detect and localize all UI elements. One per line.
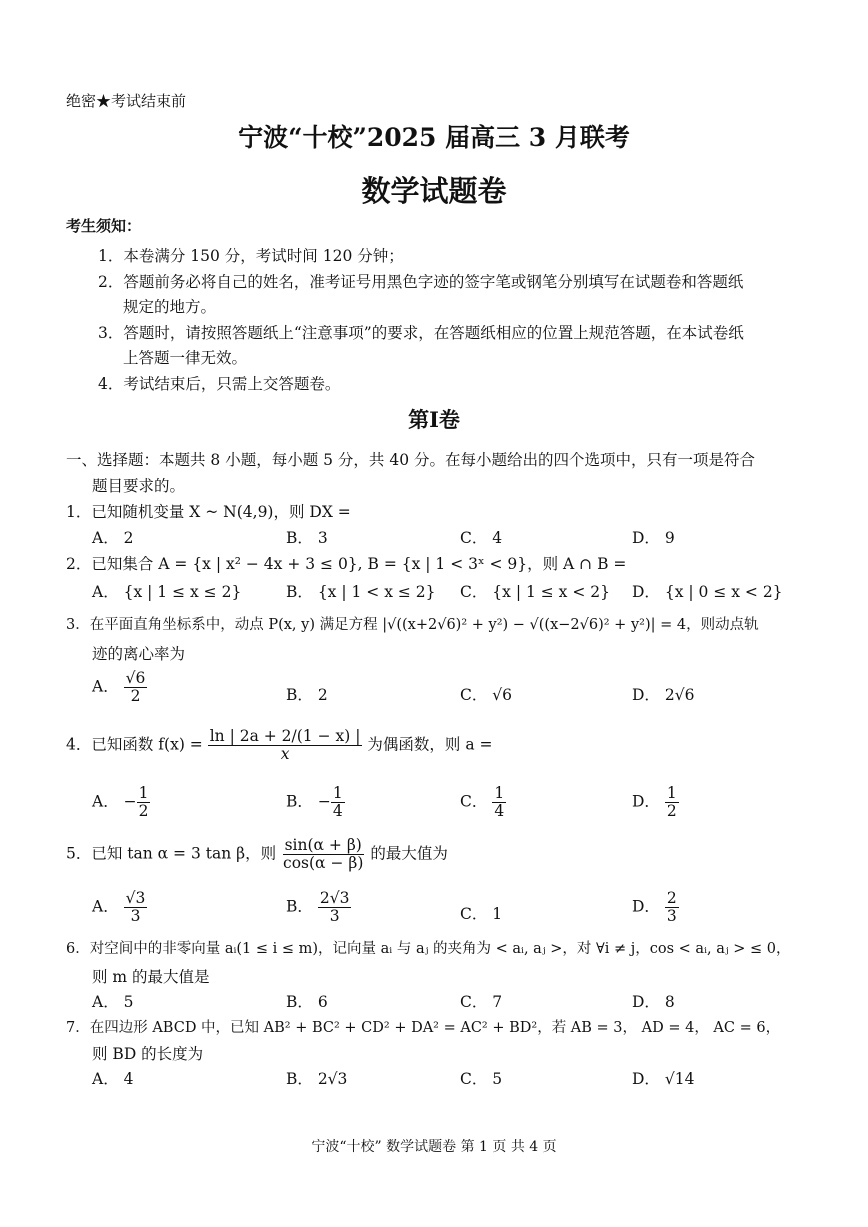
notice-item: 1．本卷满分 150 分，考试时间 120 分钟；	[98, 247, 404, 265]
fraction-denominator: 3	[329, 907, 340, 926]
fraction-denominator: 2	[130, 687, 141, 706]
q5-option-c: C． 1	[460, 905, 503, 923]
fraction-numerator: ln | 2a + 2/(1 − x) |	[209, 727, 361, 745]
q7-option-b: B． 2√3	[286, 1070, 348, 1088]
question-1: 1．已知随机变量 X ~ N(4,9)，则 DX =	[66, 503, 351, 521]
question-3: 3．在平面直角坐标系中，动点 P(x, y) 满足方程 |√((x+2√6)² + y²) − √((x−2√6)² + y²)| = 4，则动点轨	[66, 617, 759, 633]
q5-option-b	[286, 890, 351, 925]
q6-option-a: A． 5	[92, 993, 134, 1011]
option-label: A．	[92, 897, 119, 916]
q7-option-a: A． 4	[92, 1070, 134, 1088]
q4-option-d	[632, 785, 679, 820]
option-fraction	[331, 785, 345, 820]
q4-option-b	[286, 785, 345, 820]
question-6-cont: 则 m 的最大值是	[92, 968, 210, 986]
q3-option-a-label: A．	[92, 677, 119, 696]
fraction-numerator: 1	[666, 784, 677, 802]
fraction-denominator: 4	[494, 802, 505, 821]
question-5-stem-end: 的最大值为	[370, 844, 448, 863]
q2-option-a: A． {x | 1 ≤ x ≤ 2}	[92, 583, 242, 601]
fraction-denominator: x	[280, 745, 290, 764]
q3-option-c: C． √6	[460, 686, 513, 704]
option-label: B． −	[286, 792, 331, 811]
q4-option-c	[460, 785, 506, 820]
q6-option-b: B． 6	[286, 993, 328, 1011]
exam-title: 宁波“十校”2025 届高三 3 月联考	[238, 123, 630, 152]
fraction-denominator: 3	[666, 907, 677, 926]
section-title: 第Ⅰ卷	[408, 407, 460, 432]
q3-option-a-fraction	[124, 670, 148, 705]
fraction-denominator: 2	[138, 802, 149, 821]
q4-option-a	[92, 785, 150, 820]
option-fraction	[318, 890, 352, 925]
fraction-denominator: 2	[666, 802, 677, 821]
q2-option-c: C． {x | 1 ≤ x < 2}	[460, 583, 610, 601]
fraction-denominator: cos(α − β)	[283, 854, 364, 873]
part-instructions: 一、选择题：本题共 8 小题，每小题 5 分，共 40 分。在每小题给出的四个选项中，只有一项是符合	[66, 451, 756, 469]
notice-item: 规定的地方。	[123, 298, 217, 316]
option-label: C．	[460, 792, 488, 811]
option-label: A． −	[92, 792, 137, 811]
question-5-stem: 5．已知 tan α = 3 tan β，则	[66, 844, 277, 863]
notice-item: 上答题一律无效。	[123, 349, 248, 367]
fraction-numerator: 2√3	[319, 889, 350, 907]
q3-option-a	[92, 670, 147, 705]
question-4-stem-end: 为偶函数，则 a =	[367, 735, 493, 754]
option-label: D．	[632, 897, 660, 916]
q3-option-d: D． 2√6	[632, 686, 695, 704]
question-3-cont: 迹的离心率为	[92, 645, 186, 663]
confidential-label: 绝密★考试结束前	[66, 92, 187, 110]
fraction-numerator: 1	[332, 784, 343, 802]
question-4-stem: 4．已知函数 f(x) =	[66, 735, 203, 754]
q1-option-d: D． 9	[632, 529, 675, 547]
fraction-numerator: sin(α + β)	[284, 836, 362, 854]
question-4	[66, 728, 492, 763]
fraction-numerator: 1	[494, 784, 505, 802]
fraction-numerator: √3	[125, 889, 146, 907]
q6-option-d: D． 8	[632, 993, 675, 1011]
notice-item: 4．考试结束后，只需上交答题卷。	[98, 375, 341, 393]
question-2: 2．已知集合 A = {x | x² − 4x + 3 ≤ 0}, B = {x | 1 < 3ˣ < 9}，则 A ∩ B =	[66, 555, 627, 573]
part-instructions: 题目要求的。	[92, 477, 186, 495]
option-fraction	[665, 890, 679, 925]
notice-heading: 考生须知：	[66, 217, 142, 235]
q7-option-d: D． √14	[632, 1070, 695, 1088]
q1-option-b: B． 3	[286, 529, 328, 547]
q1-option-a: A． 2	[92, 529, 134, 547]
exam-subtitle: 数学试题卷	[361, 174, 507, 208]
option-label: B．	[286, 897, 313, 916]
option-fraction	[124, 890, 148, 925]
q6-option-c: C． 7	[460, 993, 503, 1011]
fraction-denominator: 3	[130, 907, 141, 926]
option-fraction	[665, 785, 679, 820]
question-6: 6．对空间中的非零向量 aᵢ(1 ≤ i ≤ m)，记向量 aᵢ 与 aⱼ 的夹角为 < aᵢ, aⱼ >，对 ∀i ≠ j，cos < aᵢ, aⱼ > ≤ 0，	[66, 941, 791, 957]
fraction-numerator: 2	[666, 889, 677, 907]
option-fraction	[137, 785, 151, 820]
q5-fraction	[281, 837, 365, 872]
question-7: 7．在四边形 ABCD 中，已知 AB² + BC² + CD² + DA² = AC² + BD²，若 AB = 3， AD = 4， AC = 6，	[66, 1020, 781, 1036]
q2-option-d: D． {x | 0 ≤ x < 2}	[632, 583, 783, 601]
question-5	[66, 837, 448, 872]
page-footer: 宁波“十校” 数学试题卷 第 1 页 共 4 页	[311, 1139, 557, 1155]
fraction-numerator: √6	[125, 669, 146, 687]
option-label: D．	[632, 792, 660, 811]
notice-item: 2．答题前务必将自己的姓名，准考证号用黑色字迹的签字笔或钢笔分别填写在试题卷和答题纸	[98, 273, 744, 291]
q2-option-b: B． {x | 1 < x ≤ 2}	[286, 583, 436, 601]
fraction-denominator: 4	[332, 802, 343, 821]
option-fraction	[492, 785, 506, 820]
q4-function-fraction	[208, 728, 363, 763]
q7-option-c: C． 5	[460, 1070, 503, 1088]
notice-item: 3．答题时，请按照答题纸上“注意事项”的要求，在答题纸相应的位置上规范答题，在本试卷纸	[98, 324, 744, 342]
q5-option-a	[92, 890, 147, 925]
q1-option-c: C． 4	[460, 529, 503, 547]
q5-option-d	[632, 890, 679, 925]
fraction-numerator: 1	[138, 784, 149, 802]
question-7-cont: 则 BD 的长度为	[92, 1045, 204, 1063]
q3-option-b: B． 2	[286, 686, 328, 704]
